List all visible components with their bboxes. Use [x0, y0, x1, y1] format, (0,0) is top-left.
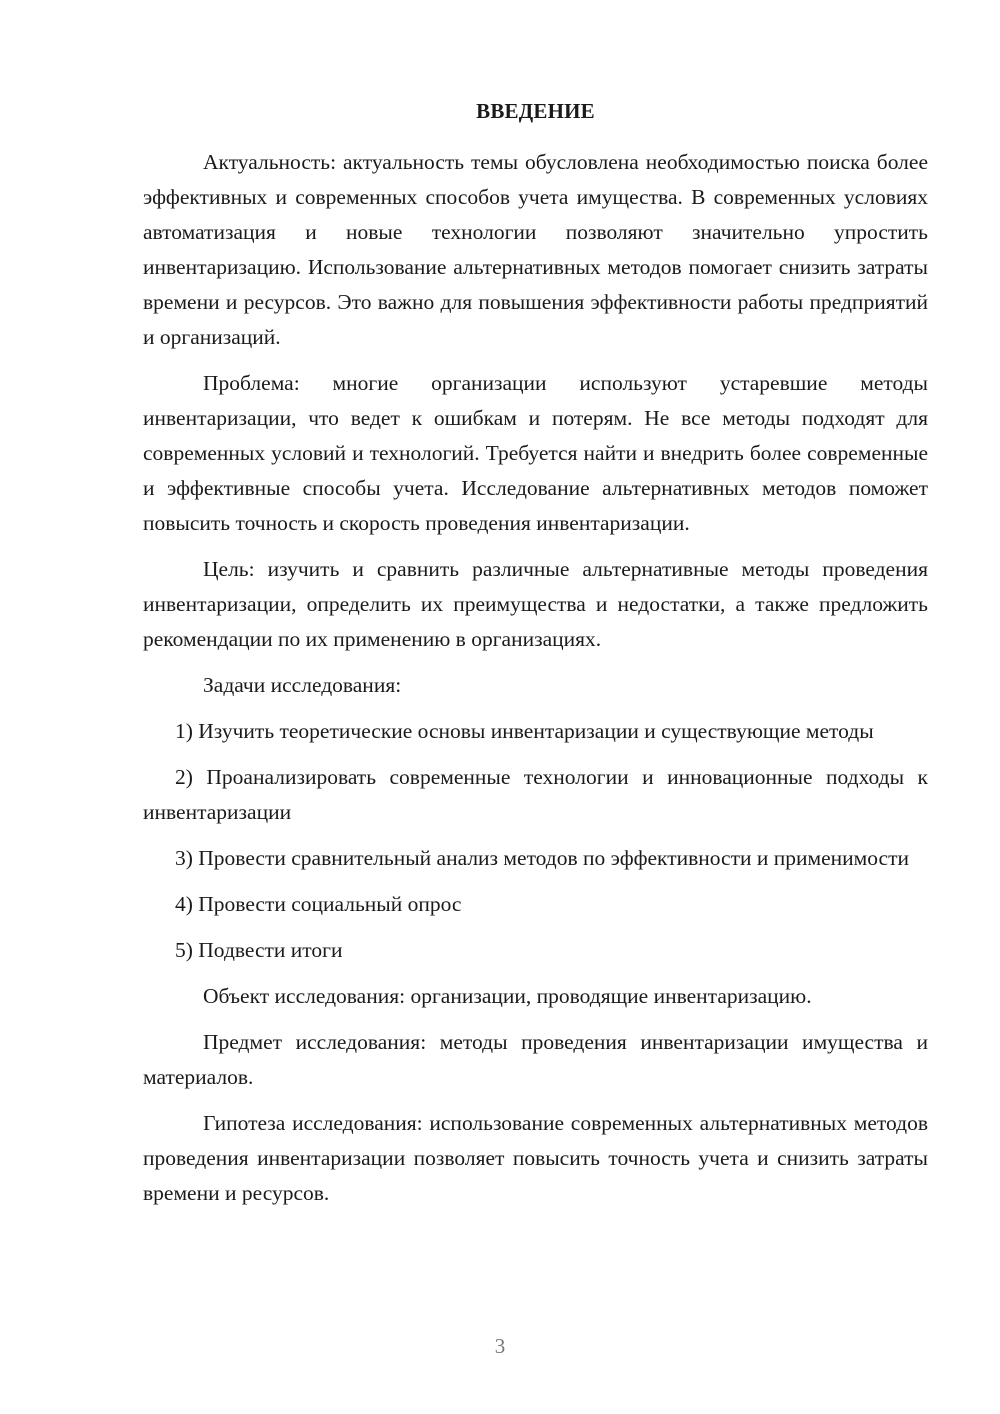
- task-item-3: 3) Провести сравнительный анализ методов по эффективности и применимости: [175, 846, 910, 870]
- hypothesis-paragraph: Гипотеза исследования: использование современных альтернативных методов проведения инвентаризации позволяет повысить точность учета и снизить затраты времени и ресурсов.: [143, 1111, 928, 1205]
- object-paragraph: Объект исследования: организации, проводящие инвентаризацию.: [203, 984, 812, 1008]
- task-item-4: 4) Провести социальный опрос: [175, 892, 462, 916]
- tasks-heading: Задачи исследования:: [203, 673, 402, 697]
- task-item-5: 5) Подвести итоги: [175, 938, 343, 962]
- task-item-2: 2) Проанализировать современные технологии и инновационные подходы к инвентаризации: [143, 765, 928, 824]
- page-number: 3: [494, 1334, 506, 1358]
- goal-paragraph: Цель: изучить и сравнить различные альтернативные методы проведения инвентаризации, определить их преимущества и недостатки, а также предложить рекомендации по их применению в организациях.: [143, 557, 928, 651]
- section-title: ВВЕДЕНИЕ: [476, 99, 595, 123]
- relevance-paragraph: Актуальность: актуальность темы обусловлена необходимостью поиска более эффективных и современных способов учета имущества. В современных условиях автоматизация и новые технологии позволяют значительно упростить инвентаризацию. Использование альтернативных методов помогает снизить затраты времени и ресурсов. Это важно для повышения эффективности работы предприятий и организаций.: [143, 150, 928, 349]
- task-item-1: 1) Изучить теоретические основы инвентаризации и существующие методы: [175, 719, 874, 743]
- problem-paragraph: Проблема: многие организации используют устаревшие методы инвентаризации, что ведет к ошибкам и потерям. Не все методы подходят для современных условий и технологий. Требуется найти и внедрить более современные и эффективные способы учета. Исследование альтернативных методов поможет повысить точность и скорость проведения инвентаризации.: [143, 371, 928, 535]
- subject-paragraph: Предмет исследования: методы проведения инвентаризации имущества и материалов.: [143, 1030, 928, 1089]
- document-page: [143, 96, 928, 1222]
